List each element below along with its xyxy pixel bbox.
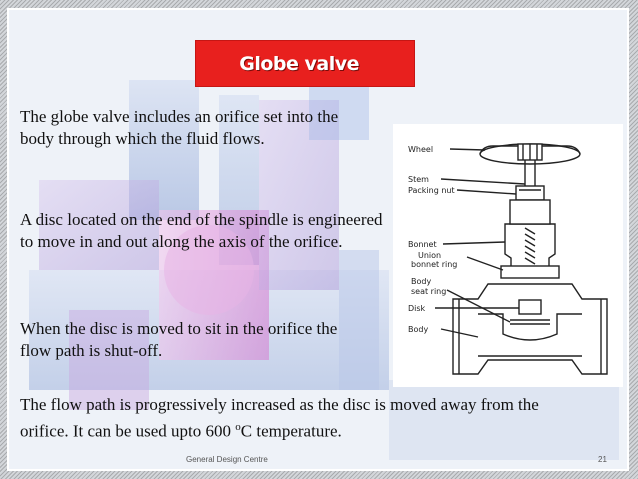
label-bonnet-ring: bonnet ring (411, 260, 458, 269)
degree-superscript: o (235, 421, 241, 433)
label-union: Union (418, 251, 442, 260)
label-body: Body (408, 325, 429, 334)
paragraph-2: A disc located on the end of the spindle is engineered to move in and out along the axis of the orifice. (20, 210, 383, 251)
footer-organization: General Design Centre (186, 455, 268, 464)
page-number: 21 (598, 455, 607, 464)
label-disk: Disk (408, 304, 426, 313)
label-wheel: Wheel (408, 145, 434, 154)
label-bonnet: Bonnet (408, 240, 437, 249)
slide-title: Globe valve (239, 52, 359, 75)
paragraph-1: The globe valve includes an orifice set into the body through which the fluid flows. (20, 107, 339, 148)
label-body-seat: Body (411, 277, 432, 286)
paragraph-3: When the disc is moved to sit in the orifice the flow path is shut-off. (20, 319, 338, 360)
label-seat-ring: seat ring (411, 287, 447, 296)
paragraph-4 (20, 394, 590, 443)
globe-valve-drawing (393, 124, 623, 387)
label-stem: Stem (408, 175, 429, 184)
label-packing-nut: Packing nut (408, 186, 455, 195)
globe-valve-diagram (393, 124, 623, 387)
paragraph-4-end: C temperature. (240, 421, 342, 441)
title-banner (196, 41, 414, 86)
paragraph-4-text: The flow path is progressively increased as the disc is moved away from the orifice. It can be used upto 600 (20, 395, 539, 441)
